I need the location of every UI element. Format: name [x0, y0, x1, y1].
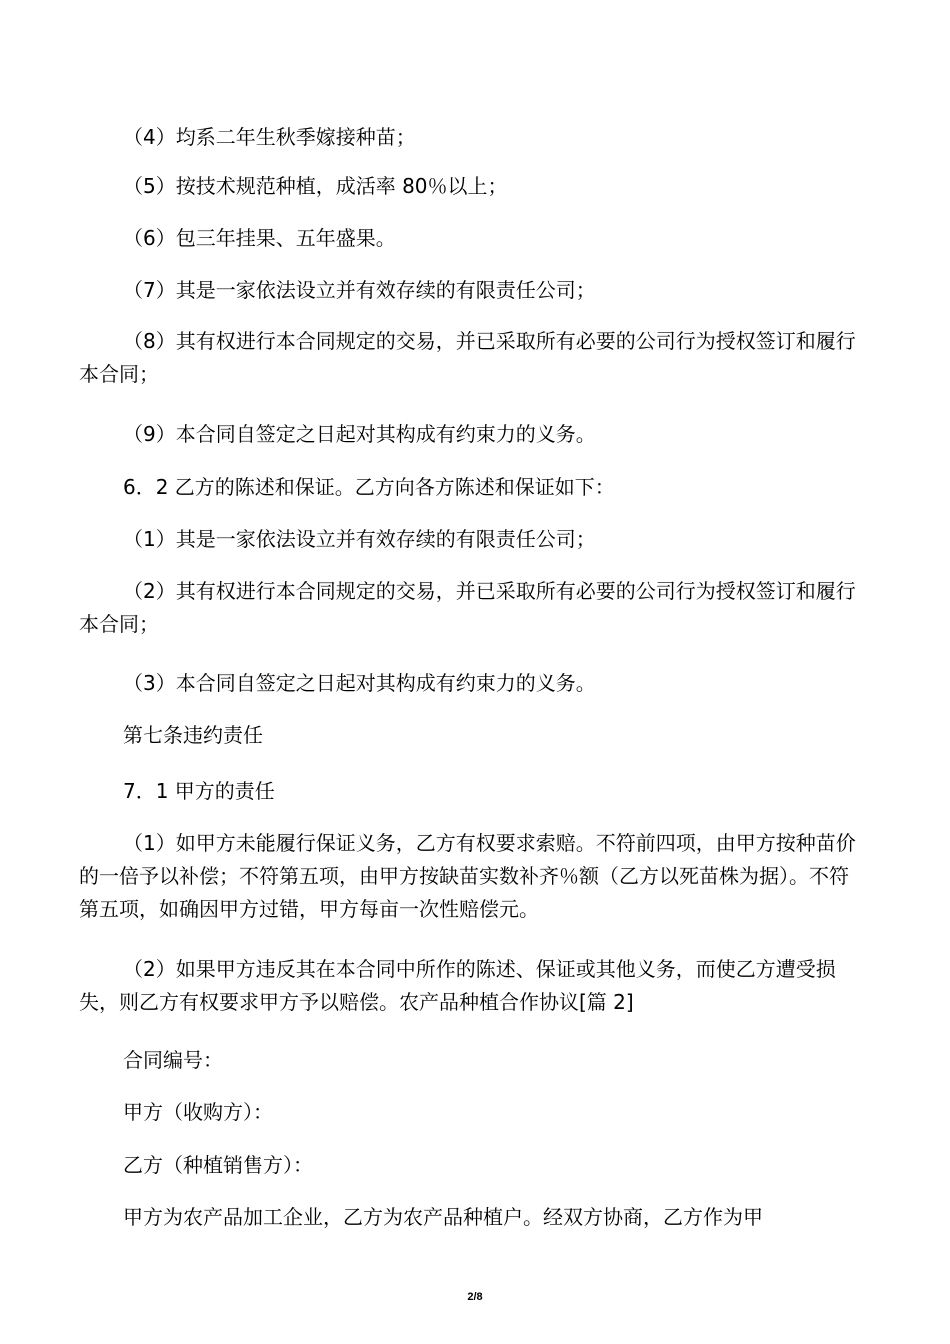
paragraph-item-6: （6）包三年挂果、五年盛果。: [123, 226, 396, 250]
paragraph-item-8: （8）其有权进行本合同规定的交易，并已采取所有必要的公司行为授权签订和履行本合同；: [79, 329, 856, 386]
paragraph-item-9: （9）本合同自签定之日起对其构成有约束力的义务。: [123, 422, 596, 446]
section-heading-6-2: 6．2 乙方的陈述和保证。乙方向各方陈述和保证如下：: [123, 475, 615, 499]
paragraph-item-7: （7）其是一家依法设立并有效存续的有限责任公司；: [123, 278, 596, 302]
paragraph-item-5: （5）按技术规范种植，成活率 80％以上；: [123, 174, 508, 198]
contract-number-label: 合同编号：: [123, 1048, 223, 1072]
paragraph-liability-2: （2）如果甲方违反其在本合同中所作的陈述、保证或其他义务，而使乙方遭受损失，则乙方有权要求甲方予以赔偿。农产品种植合作协议[篇 2]: [79, 957, 836, 1014]
section-heading-7-1: 7．1 甲方的责任: [123, 779, 275, 803]
party-b-label: 乙方（种植销售方）：: [123, 1153, 313, 1177]
paragraph-party-b-3: （3）本合同自签定之日起对其构成有约束力的义务。: [123, 671, 596, 695]
paragraph-liability-1: （1）如甲方未能履行保证义务，乙方有权要求索赔。不符前四项，由甲方按种苗价的一倍予以补偿；不符第五项，由甲方按缺苗实数补齐％额（乙方以死苗株为据）。不符第五项，如确因甲方过错，甲方每亩一次性赔偿元。: [79, 831, 856, 921]
article-heading-7: 第七条违约责任: [123, 723, 263, 747]
page-number: 2/8: [467, 1291, 483, 1303]
paragraph-party-b-1: （1）其是一家依法设立并有效存续的有限责任公司；: [123, 527, 596, 551]
paragraph-item-4: （4）均系二年生秋季嫁接种苗；: [123, 125, 416, 149]
party-a-label: 甲方（收购方）：: [123, 1100, 273, 1124]
paragraph-party-b-2: （2）其有权进行本合同规定的交易，并已采取所有必要的公司行为授权签订和履行本合同；: [79, 579, 856, 636]
paragraph-intro: 甲方为农产品加工企业，乙方为农产品种植户。经双方协商，乙方作为甲: [123, 1205, 763, 1229]
